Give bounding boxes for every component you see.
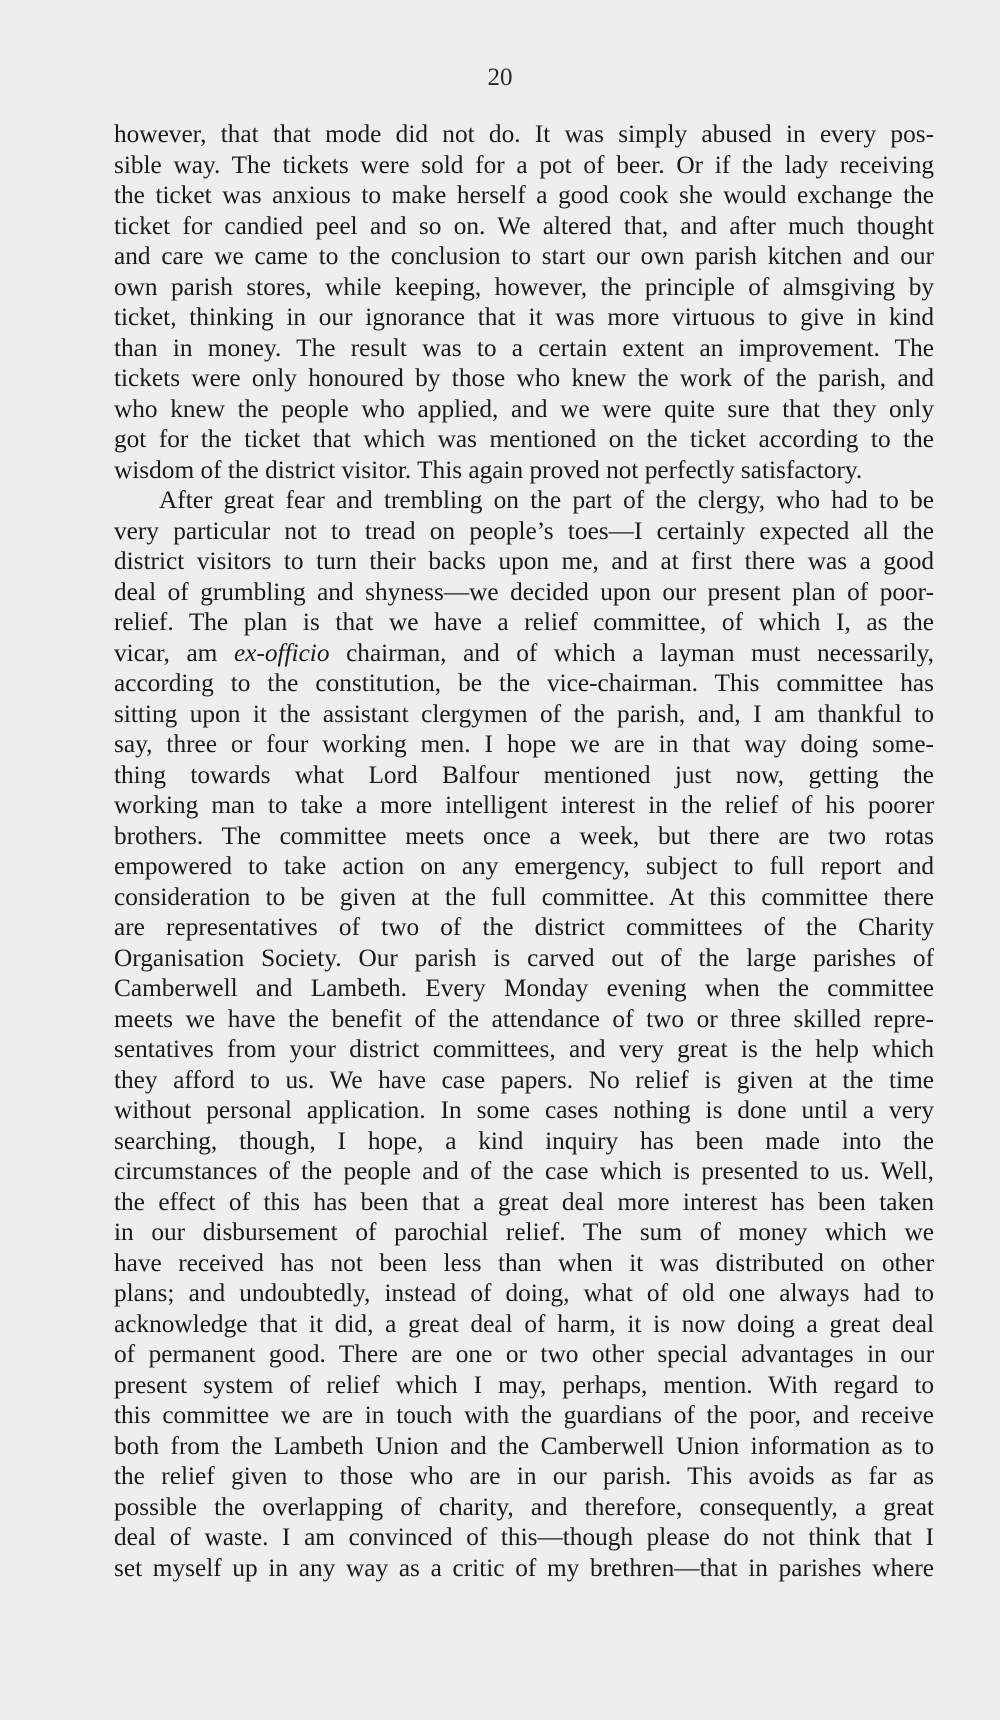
text-line: own parish stores, while keeping, however, the principle of almsgiving by	[114, 272, 934, 301]
text-line: After great fear and trembling on the part of the clergy, who had to be	[159, 486, 934, 514]
text-line: without personal application. In some cases nothing is done until a very	[114, 1096, 934, 1124]
text-line: got for the ticket that which was mentioned on the ticket according to the	[114, 425, 934, 453]
text-line: set myself up in any way as a critic of my brethren—that in parishes where	[114, 1553, 934, 1582]
text-line: the relief given to those who are in our parish. This avoids as far as	[114, 1462, 934, 1490]
text-line: the effect of this has been that a great deal more interest has been taken	[114, 1187, 934, 1216]
body-text	[114, 119, 934, 1583]
italic-term: ex-officio	[233, 638, 330, 667]
text-line: meets we have the benefit of the attendance of two or three skilled repre-	[114, 1004, 934, 1033]
text-line: they afford to us. We have case papers. No relief is given at the time	[114, 1065, 934, 1094]
text-line: ticket, thinking in our ignorance that it was more virtuous to give in kind	[114, 303, 934, 331]
text-line: acknowledge that it did, a great deal of harm, it is now doing a great deal	[114, 1309, 934, 1338]
text-line: have received has not been less than when it was distributed on other	[114, 1248, 934, 1277]
text-line: district visitors to turn their backs upon me, and at first there was a good	[114, 547, 934, 575]
text-line: searching, though, I hope, a kind inquiry has been made into the	[114, 1126, 934, 1155]
text-line: than in money. The result was to a certain extent an improvement. The	[114, 333, 934, 362]
text-line: say, three or four working men. I hope we are in that way doing some-	[114, 730, 934, 758]
text-line: vicar, am ex-officio chairman, and of which a layman must necessarily,	[114, 638, 934, 667]
text-line: both from the Lambeth Union and the Camberwell Union information as to	[114, 1431, 934, 1460]
text-line: in our disbursement of parochial relief. The sum of money which we	[114, 1218, 934, 1246]
text-line: this committee we are in touch with the guardians of the poor, and receive	[114, 1401, 934, 1429]
page-number: 20	[487, 64, 513, 91]
text-line: deal of waste. I am convinced of this—though please do not think that I	[114, 1523, 934, 1551]
text-line: relief. The plan is that we have a relief committee, of which I, as the	[114, 608, 934, 636]
text-line: the ticket was anxious to make herself a good cook she would exchange the	[114, 181, 934, 209]
text-line: consideration to be given at the full committee. At this committee there	[114, 882, 934, 911]
text-line: who knew the people who applied, and we were quite sure that they only	[114, 394, 934, 423]
text-line: Organisation Society. Our parish is carved out of the large parishes of	[114, 943, 934, 972]
text-line: very particular not to tread on people’s toes—I certainly expected all the	[114, 516, 934, 545]
text-line: present system of relief which I may, perhaps, mention. With regard to	[114, 1370, 934, 1399]
text-line: sentatives from your district committees, and very great is the help which	[114, 1035, 934, 1063]
text-line: thing towards what Lord Balfour mentioned just now, getting the	[114, 760, 934, 789]
text-line: tickets were only honoured by those who knew the work of the parish, and	[114, 364, 934, 392]
text-line: deal of grumbling and shyness—we decided upon our present plan of poor-	[114, 577, 934, 606]
text-line: empowered to take action on any emergency, subject to full report and	[114, 852, 934, 880]
text-line: circumstances of the people and of the case which is presented to us. Well,	[114, 1157, 934, 1185]
text-line: Camberwell and Lambeth. Every Monday evening when the committee	[114, 974, 934, 1002]
text-line: sitting upon it the assistant clergymen of the parish, and, I am thankful to	[114, 699, 934, 728]
text-line: possible the overlapping of charity, and therefore, consequently, a great	[114, 1492, 934, 1521]
text-line: sible way. The tickets were sold for a pot of beer. Or if the lady receiving	[114, 150, 934, 179]
text-line: plans; and undoubtedly, instead of doing, what of old one always had to	[114, 1279, 934, 1307]
text-line: are representatives of two of the district committees of the Charity	[114, 913, 934, 941]
text-line: however, that that mode did not do. It was simply abused in every pos-	[114, 120, 934, 148]
text-line: according to the constitution, be the vice-chairman. This committee has	[114, 669, 934, 697]
text-line: of permanent good. There are one or two other special advantages in our	[114, 1340, 934, 1368]
text-line: ticket for candied peel and so on. We altered that, and after much thought	[114, 211, 934, 240]
text-line: working man to take a more intelligent interest in the relief of his poorer	[114, 791, 934, 819]
text-line: and care we came to the conclusion to start our own parish kitchen and our	[114, 242, 934, 270]
text-line: wisdom of the district visitor. This again proved not perfectly satisfactory.	[114, 455, 863, 484]
text-line: brothers. The committee meets once a week, but there are two rotas	[114, 821, 934, 850]
